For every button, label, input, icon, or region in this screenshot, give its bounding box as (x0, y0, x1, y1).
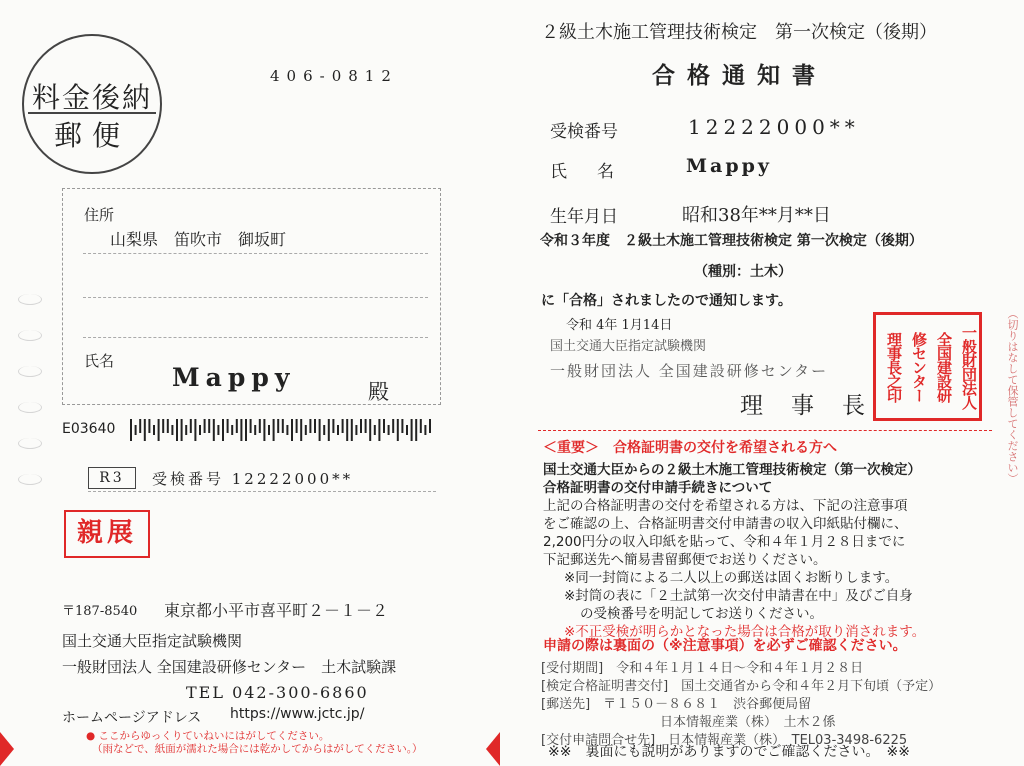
barcode-bar (263, 419, 265, 441)
barcode-bar (167, 419, 169, 433)
barcode-bar (332, 419, 334, 433)
barcode-bar (222, 419, 224, 441)
result-line2: （種別：土木） (694, 264, 792, 280)
barcode-bar (176, 419, 178, 441)
barcode-bar (291, 419, 293, 441)
barcode-bar (411, 419, 413, 441)
barcode-bar (213, 419, 215, 441)
barcode-bar (383, 419, 385, 433)
barcode-bar (355, 425, 357, 435)
barcode-bar (378, 419, 380, 441)
side-note: （切りはなして保管してください） (1006, 308, 1019, 484)
barcode-bar (245, 419, 247, 441)
barcode-bar (415, 419, 417, 441)
closing-note: ※※ 裏面にも説明がありますのでご確認ください。 ※※ (548, 744, 910, 760)
info-line: [交付申請問合せ先] 日本情報産業（株） TEL03-3498-6225 (541, 733, 908, 748)
barcode-bar (286, 425, 288, 435)
barcode-bar (392, 419, 394, 433)
notice-line: をご確認の上、合格証明書交付申請書の収入印紙貼付欄に、 (543, 516, 908, 532)
notice-header: ＜重要＞ 合格証明書の交付を希望される方へ (543, 440, 837, 456)
notice-line: ※封筒の表に「２土試第一次交付申請書在中」及びご自身 (564, 588, 913, 604)
barcode-bar (227, 419, 229, 433)
peel-note-line1: ● ここからゆっくりていねいにはがしてください。 (86, 730, 330, 742)
barcode-bar (342, 419, 344, 433)
barcode-bar (360, 419, 362, 433)
barcode-bar (296, 419, 298, 433)
sender-org-line1: 国土交通大臣指定試験機関 (62, 632, 243, 650)
exam-number-label: 受検番号 (550, 122, 618, 142)
barcode-bar (254, 425, 256, 435)
section-separator (538, 430, 992, 431)
barcode-bar (171, 425, 173, 435)
barcode-bar (328, 419, 330, 441)
barcode-bar (277, 419, 279, 433)
notice-line: の受検番号を明記してお送りください。 (580, 606, 823, 622)
perforation-mark (18, 474, 42, 485)
issuer-title: 理事長 (740, 393, 893, 419)
info-line: [検定合格証明書交付] 国土交通省から令和４年２月下旬頃（予定） (541, 679, 942, 694)
r3-box: R3 (88, 467, 136, 489)
barcode-bar (130, 419, 132, 441)
barcode-bar (240, 419, 242, 441)
issuer-line2: 一般財団法人 全国建設研修センター (550, 362, 829, 380)
perforation-mark (18, 438, 42, 449)
barcode-bar (148, 419, 150, 433)
issue-date: 令和 4年 1月14日 (566, 318, 673, 333)
address-label: 住所 (84, 206, 115, 224)
perforation-mark (18, 402, 42, 413)
barcode-bar (273, 419, 275, 441)
homepage-label: ホームページアドレス (62, 710, 202, 726)
ticket-number-line: 受検番号 12222000** (152, 470, 354, 488)
barcode-bar (319, 419, 321, 441)
sender-zip: 〒187-8540 (62, 604, 138, 619)
info-line: [受付期間] 令和４年１月１４日～令和４年１月２８日 (541, 661, 864, 676)
barcode-bar (217, 425, 219, 435)
stamp-line1: 料金後納 (31, 81, 152, 114)
peel-note-line2: （雨などで、紙面が濡れた場合には乾かしてからはがしてください。） (92, 743, 423, 755)
barcode-bar (323, 425, 325, 435)
postal-code: 406-0812 (270, 67, 398, 85)
info-line: [郵送先] 〒１５０－８６８１ 渋谷郵便局留 (541, 697, 812, 712)
barcode-bar (158, 419, 160, 441)
exam-title: ２級土木施工管理技術検定 第一次検定（後期） (541, 22, 937, 43)
barcode-bar (365, 419, 367, 433)
barcode-bar (314, 419, 316, 433)
ticket-underline (88, 491, 436, 492)
perforation-mark (18, 330, 42, 341)
barcode-bar (144, 419, 146, 441)
postage-paid-stamp (22, 34, 162, 174)
document-title: 合格通知書 (652, 62, 827, 89)
barcode-bar (282, 419, 284, 433)
official-seal (873, 312, 982, 421)
notice-line: 下記郵送先へ簡易書留郵便でお送りください。 (543, 552, 827, 568)
perforation-mark (18, 294, 42, 305)
perforation-mark (18, 366, 42, 377)
barcode-bar (429, 419, 431, 433)
name-label: 氏名 (550, 162, 644, 182)
notice-line: 国土交通大臣からの２級土木施工管理技術検定（第一次検定） (543, 462, 921, 478)
left-arrow-mark (0, 732, 14, 766)
result-line3: に「合格」されましたので通知します。 (541, 293, 792, 309)
barcode-bar (231, 425, 233, 435)
result-line1: 令和３年度 ２級土木施工管理技術検定 第一次検定（後期） (540, 233, 923, 249)
name-value: Mappy (686, 155, 772, 177)
barcode-bar (337, 425, 339, 435)
barcode-bar (194, 419, 196, 441)
notice-line: 合格証明書の交付申請手続きについて (543, 480, 773, 496)
barcode-bar (135, 425, 137, 435)
barcode-bar (268, 425, 270, 435)
dob-value: 昭和38年**月**日 (682, 205, 831, 226)
dob-label: 生年月日 (550, 207, 618, 227)
confidential-stamp: 親展 (64, 510, 150, 558)
barcode-bar (424, 425, 426, 435)
seal-column: 一般財団法人 (960, 324, 978, 409)
barcode-bar (397, 419, 399, 441)
address-value: 山梨県 笛吹市 御坂町 (110, 230, 287, 249)
sender-tel: TEL 042-300-6860 (186, 683, 369, 702)
barcode-bar (406, 425, 408, 435)
barcode-bar (305, 425, 307, 435)
center-arrow-mark (486, 732, 500, 766)
notice-line: 上記の合格証明書の交付を希望される方は、下記の注意事項 (543, 498, 908, 514)
barcode-bar (162, 419, 164, 433)
sender-org-line2: 一般財団法人 全国建設研修センター 土木試験課 (62, 658, 397, 676)
barcode-bar (185, 425, 187, 435)
barcode-bar (139, 419, 141, 433)
barcode-bar (351, 419, 353, 441)
address-line (83, 253, 428, 254)
seal-column: 理事長之印 (885, 331, 903, 402)
barcode-bar (208, 419, 210, 433)
name-label: 氏名 (84, 352, 115, 370)
recipient-name: Mappy (172, 363, 296, 392)
seal-column: 修センター (910, 331, 928, 402)
customer-barcode (130, 419, 436, 441)
barcode-bar (199, 425, 201, 435)
barcode-bar (204, 419, 206, 433)
barcode-bar (236, 419, 238, 433)
notice-line: ※同一封筒による二人以上の郵送は固くお断りします。 (564, 570, 899, 586)
notice-line: 2,200円分の収入印紙を貼って、令和４年１月２８日までに (543, 534, 906, 550)
info-line: 日本情報産業（株） 土木２係 (660, 715, 836, 730)
barcode-bar (401, 419, 403, 433)
stamp-line2: 郵便 (53, 119, 130, 152)
barcode-bar (388, 425, 390, 435)
honorific: 殿 (368, 380, 389, 404)
address-line (83, 337, 428, 338)
notice-line-warning: ※不正受検が明らかとなった場合は合格が取り消されます。 (564, 624, 926, 640)
homepage-url[interactable]: https://www.jctc.jp/ (230, 706, 365, 722)
seal-column: 全国建設研 (935, 331, 953, 402)
issuer-line1: 国土交通大臣指定試験機関 (550, 339, 707, 354)
exam-number-value: 12222000** (688, 115, 860, 139)
barcode-bar (259, 419, 261, 433)
barcode-bar (300, 419, 302, 441)
barcode-bar (420, 419, 422, 433)
sender-address: 東京都小平市喜平町２－１－２ (164, 601, 389, 620)
barcode-bar (153, 425, 155, 435)
barcode-bar (190, 419, 192, 433)
barcode-bar (250, 419, 252, 433)
request-title: 申請の際は裏面の（※注意事項）を必ずご確認ください。 (543, 638, 907, 654)
barcode-bar (309, 419, 311, 433)
address-line (83, 297, 428, 298)
barcode-bar (346, 419, 348, 441)
barcode-bar (374, 425, 376, 435)
barcode-id: E03640 (62, 421, 116, 437)
barcode-bar (181, 419, 183, 441)
barcode-bar (369, 419, 371, 441)
